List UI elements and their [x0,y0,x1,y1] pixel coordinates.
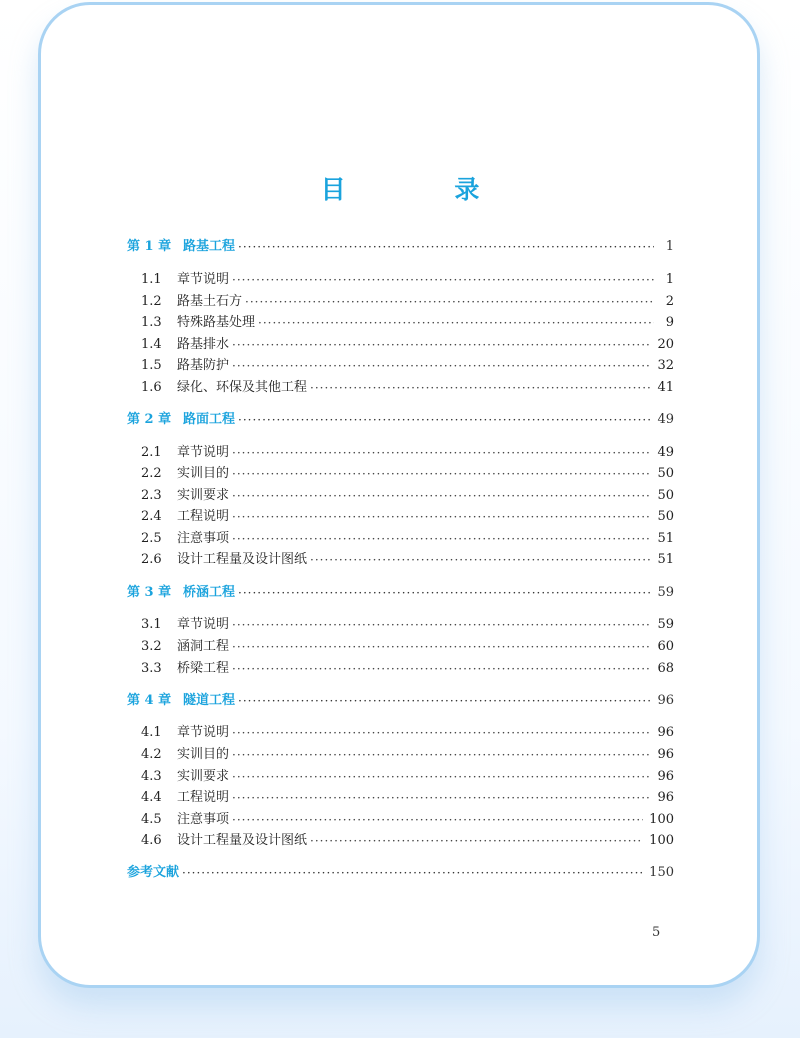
toc-section-entry[interactable] [141,529,674,549]
toc-leader-dots [310,378,651,398]
toc-entry-label: 章节说明 [177,272,230,287]
toc-entry-number: 3.2 [141,639,162,654]
toc-entry-page: 96 [657,747,674,762]
toc-section-entry[interactable] [141,767,674,787]
toc-entry-label: 路面工程 [183,412,236,427]
toc-entry-page: 59 [657,585,674,600]
toc-entry-page: 96 [657,769,674,784]
toc-entry-label: 桥梁工程 [177,661,230,676]
toc-leader-dots [310,831,643,851]
toc-entry-number: 4.3 [141,769,162,784]
toc-entry-label: 路基排水 [177,337,230,352]
toc-entry-page: 51 [657,552,674,567]
toc-entry-number: 1.3 [141,315,162,330]
toc-entry-number: 第 3 章 [127,585,172,600]
toc-entry-page: 1 [665,239,674,254]
toc-entry-page: 49 [657,445,674,460]
toc-entry-label: 实训目的 [177,747,230,762]
toc-entry-number: 1.4 [141,337,162,352]
toc-entry-number: 第 2 章 [127,412,172,427]
toc-leader-dots [238,237,654,257]
toc-entry-label: 工程说明 [177,790,230,805]
toc-entry-page: 96 [657,790,674,805]
toc-leader-dots [238,691,651,711]
toc-section-entry[interactable] [141,745,674,765]
toc-entry-number: 第 4 章 [127,693,172,708]
toc-leader-dots [238,583,651,603]
toc-section-entry[interactable] [141,550,674,570]
toc-entry-number: 1.6 [141,380,162,395]
toc-section-entry[interactable] [141,335,674,355]
toc-entry-number: 4.4 [141,790,162,805]
toc-leader-dots [232,723,651,743]
toc-entry-label: 章节说明 [177,617,230,632]
toc-section-entry[interactable] [141,356,674,376]
toc-section-entry[interactable] [141,723,674,743]
toc-leader-dots [310,550,651,570]
toc-leader-dots [232,745,651,765]
toc-leader-dots [238,410,651,430]
toc-section-entry[interactable] [141,659,674,679]
toc-entry-label: 实训要求 [177,488,230,503]
toc-section-entry[interactable] [141,464,674,484]
toc-entry-page: 150 [649,865,674,880]
toc-section-entry[interactable] [141,270,674,290]
toc-entry-number: 1.1 [141,272,162,287]
toc-entry-number: 2.2 [141,466,162,481]
toc-entry-number: 2.4 [141,509,162,524]
toc-leader-dots [232,507,651,527]
toc-entry-label: 设计工程量及设计图纸 [177,833,308,848]
toc-entry-label: 实训目的 [177,466,230,481]
toc-leader-dots [232,615,651,635]
toc-entry-label: 章节说明 [177,445,230,460]
toc-entry-page: 2 [665,294,674,309]
toc-entry-label: 设计工程量及设计图纸 [177,552,308,567]
toc-leader-dots [232,335,651,355]
toc-leader-dots [182,863,643,883]
toc-entry-page: 59 [657,617,674,632]
toc-entry-page: 50 [657,509,674,524]
toc-entry-number: 第 1 章 [127,239,172,254]
toc-entry-page: 50 [657,488,674,503]
toc-entry-page: 68 [657,661,674,676]
toc-entry-label: 注意事项 [177,812,230,827]
toc-section-entry[interactable] [141,378,674,398]
toc-leader-dots [232,443,651,463]
toc-entry-number: 3.3 [141,661,162,676]
toc-entry-number: 2.5 [141,531,162,546]
toc-entry-label: 参考文献 [127,865,180,880]
toc-entry-label: 涵洞工程 [177,639,230,654]
page-title: 目 录 [320,175,530,204]
toc-leader-dots [258,313,654,333]
toc-entry-label: 工程说明 [177,509,230,524]
toc-leader-dots [232,486,651,506]
toc-entry-number: 1.2 [141,294,162,309]
toc-leader-dots [232,767,651,787]
toc-leader-dots [232,659,651,679]
toc-entry-number: 3.1 [141,617,162,632]
toc-leader-dots [232,464,651,484]
page-number: 5 [652,925,661,940]
toc-entry-number: 4.5 [141,812,162,827]
toc-entry-page: 9 [665,315,674,330]
toc-entry-number: 2.1 [141,445,162,460]
toc-entry-label: 路基防护 [177,358,230,373]
toc-entry-page: 96 [657,693,674,708]
toc-leader-dots [232,788,651,808]
toc-entry-page: 20 [657,337,674,352]
toc-chapter-entry[interactable] [127,237,674,257]
toc-section-entry[interactable] [141,637,674,657]
toc-leader-dots [232,356,651,376]
toc-section-entry[interactable] [141,443,674,463]
toc-entry-page: 96 [657,725,674,740]
toc-section-entry[interactable] [141,486,674,506]
toc-entry-page: 51 [657,531,674,546]
toc-entry-label: 绿化、环保及其他工程 [177,380,308,395]
toc-entry-number: 2.3 [141,488,162,503]
toc-entry-page: 1 [665,272,674,287]
toc-entry-number: 4.1 [141,725,162,740]
toc-entry-page: 60 [657,639,674,654]
toc-entry-number: 4.2 [141,747,162,762]
toc-entry-page: 50 [657,466,674,481]
toc-leader-dots [232,270,654,290]
toc-leader-dots [245,292,654,312]
toc-entry-page: 100 [649,812,674,827]
toc-section-entry[interactable] [141,615,674,635]
toc-entry-page: 41 [657,380,674,395]
toc-entry-label: 路基土石方 [177,294,243,309]
toc-entry-label: 桥涵工程 [183,585,236,600]
toc-entry-label: 特殊路基处理 [177,315,256,330]
toc-entry-number: 2.6 [141,552,162,567]
toc-section-entry[interactable] [141,292,674,312]
toc-chapter-entry[interactable] [127,863,674,883]
toc-section-entry[interactable] [141,313,674,333]
toc-entry-number: 1.5 [141,358,162,373]
toc-entry-label: 注意事项 [177,531,230,546]
toc-chapter-entry[interactable] [127,691,674,711]
toc-entry-label: 实训要求 [177,769,230,784]
toc-entry-page: 32 [657,358,674,373]
toc-leader-dots [232,810,643,830]
toc-entry-number: 4.6 [141,833,162,848]
toc-section-entry[interactable] [141,831,674,851]
toc-entry-page: 100 [649,833,674,848]
toc-entry-label: 章节说明 [177,725,230,740]
toc-section-entry[interactable] [141,507,674,527]
toc-entry-label: 隧道工程 [183,693,236,708]
toc-chapter-entry[interactable] [127,410,674,430]
toc-section-entry[interactable] [141,788,674,808]
toc-entry-label: 路基工程 [183,239,236,254]
toc-entry-page: 49 [657,412,674,427]
toc-chapter-entry[interactable] [127,583,674,603]
toc-leader-dots [232,529,651,549]
toc-section-entry[interactable] [141,810,674,830]
toc-leader-dots [232,637,651,657]
